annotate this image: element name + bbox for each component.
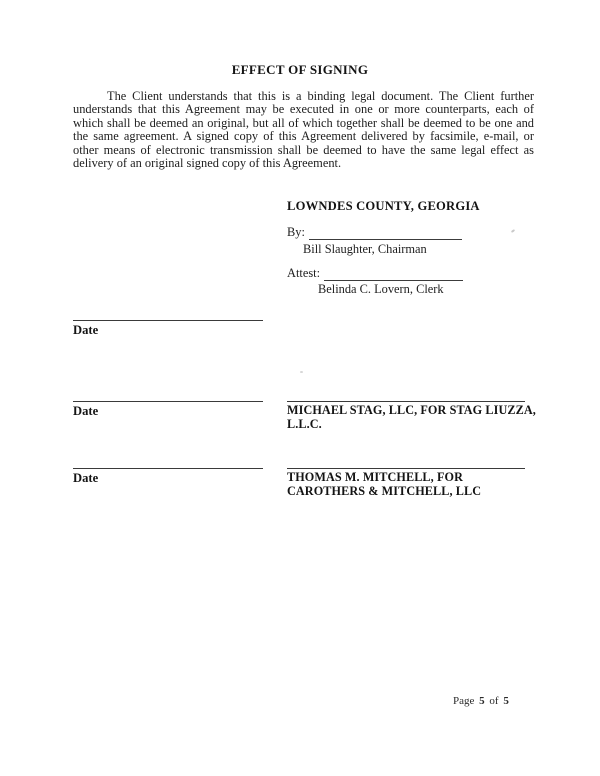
attest-signature-row	[287, 266, 463, 281]
by-label: By:	[287, 225, 305, 239]
page-number: 5	[479, 695, 485, 707]
total-pages: 5	[503, 695, 509, 707]
party-name-stag: MICHAEL STAG, LLC, FOR STAG LIUZZA, L.L.C.	[287, 403, 536, 432]
date-label: Date	[73, 323, 99, 337]
by-signature-line	[309, 228, 462, 240]
date-signature-line	[73, 468, 263, 469]
date-signature-line	[73, 320, 263, 321]
date-label: Date	[73, 404, 99, 418]
section-title: EFFECT OF SIGNING	[231, 62, 369, 77]
attest-signature-line	[324, 269, 463, 281]
party-signature-line	[287, 468, 525, 469]
page-word: Page	[453, 695, 475, 707]
scan-artifact-dot	[511, 229, 515, 233]
by-signature-row	[287, 225, 462, 240]
date-label: Date	[73, 471, 99, 485]
by-signer-name: Bill Slaughter, Chairman	[303, 242, 427, 256]
party-name-mitchell: THOMAS M. MITCHELL, FOR CAROTHERS & MITCHELL, LLC	[287, 470, 482, 499]
attest-label: Attest:	[287, 266, 321, 280]
county-org-name: LOWNDES COUNTY, GEORGIA	[287, 199, 480, 213]
page-number-footer	[453, 695, 509, 707]
body-paragraph: The Client understands that this is a binding legal document. The Client further understands that this Agreement may be executed in one or more counterparts, each of which shall be deemed an original, but all of which together shall be deemed to be one and the same agreement. A signed copy of this Agreement delivered by facsimile, e-mail, or other means of electronic transmission shall be deemed to have the same legal effect as delivery of an original signed copy of this Agreement.	[73, 89, 534, 171]
attest-signer-name: Belinda C. Lovern, Clerk	[318, 282, 444, 296]
date-signature-line	[73, 401, 263, 402]
party-signature-line	[287, 401, 525, 402]
scan-artifact-dot	[300, 371, 303, 373]
of-word: of	[489, 695, 499, 707]
